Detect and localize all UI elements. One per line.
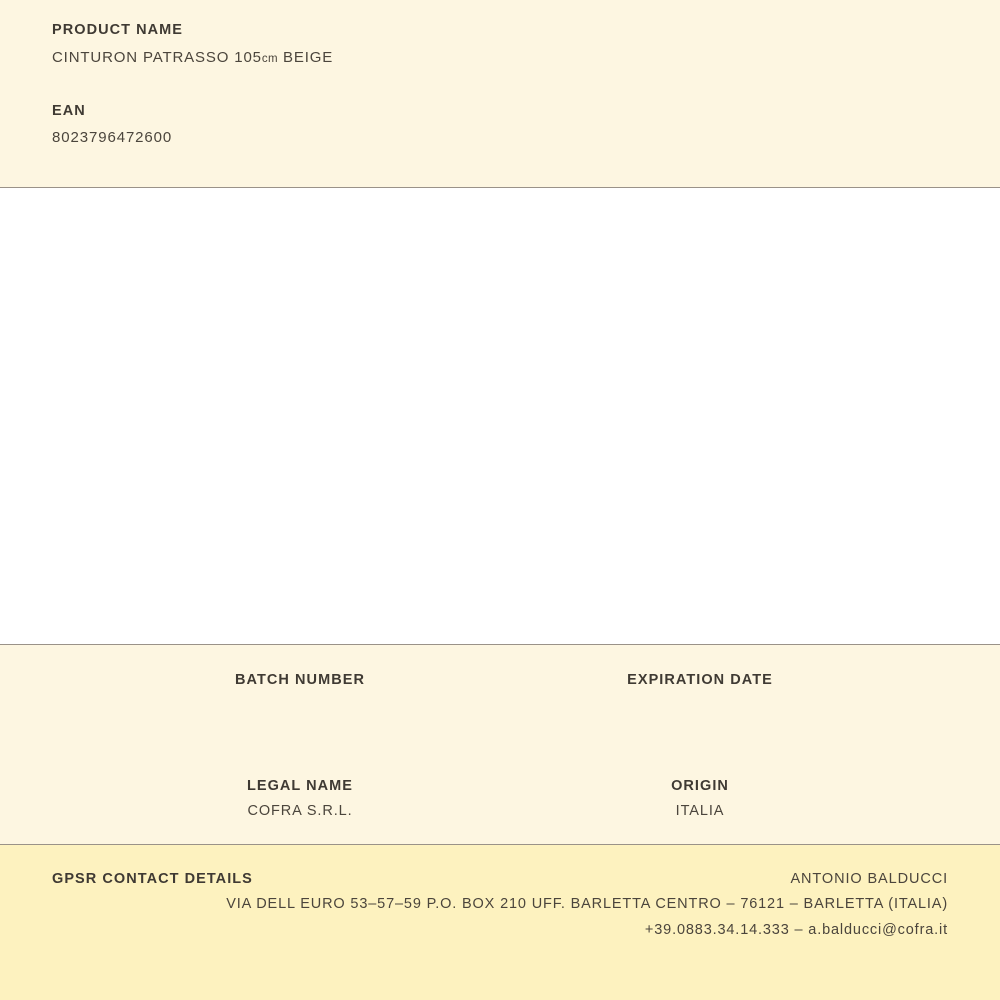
origin-cell — [500, 778, 900, 821]
product-specs-section — [0, 645, 1000, 845]
ean-label: EAN — [52, 103, 86, 119]
expiration-date-label: EXPIRATION DATE — [627, 672, 773, 688]
product-name-tail: BEIGE — [277, 49, 334, 66]
product-header-section — [0, 0, 1000, 188]
gpsr-footer-top — [52, 871, 948, 887]
batch-number-value — [100, 697, 500, 715]
product-image-area — [0, 188, 1000, 645]
origin-label: ORIGIN — [671, 778, 729, 794]
product-name-text: CINTURON PATRASSO 105 — [52, 49, 262, 66]
expiration-date-value — [500, 697, 900, 715]
product-name-value — [52, 49, 950, 66]
batch-number-cell — [100, 672, 500, 715]
origin-value: ITALIA — [675, 803, 725, 819]
gpsr-contact-label: GPSR CONTACT DETAILS — [52, 871, 253, 887]
ean-block — [52, 103, 950, 146]
product-name-label: PRODUCT NAME — [52, 22, 184, 38]
specs-spacer — [0, 778, 100, 821]
ean-value: 8023796472600 — [52, 129, 173, 146]
batch-number-label: BATCH NUMBER — [235, 672, 365, 688]
specs-spacer — [0, 672, 100, 715]
expiration-date-cell — [500, 672, 900, 715]
gpsr-contact-info: +39.0883.34.14.333 – a.balducci@cofra.it — [644, 922, 948, 938]
product-name-unit: cm — [261, 53, 278, 65]
gpsr-footer-section — [0, 845, 1000, 1000]
specs-row — [0, 778, 1000, 821]
legal-name-value: COFRA S.R.L. — [247, 803, 353, 819]
product-name-block — [52, 22, 950, 66]
legal-name-label: LEGAL NAME — [246, 778, 354, 794]
gpsr-company-name: ANTONIO BALDUCCI — [790, 871, 948, 887]
gpsr-address: VIA DELL EURO 53–57–59 P.O. BOX 210 UFF. BARLETTA CENTRO – 76121 – BARLETTA (ITALIA) — [226, 896, 948, 912]
legal-name-cell — [100, 778, 500, 821]
specs-row — [0, 672, 1000, 715]
